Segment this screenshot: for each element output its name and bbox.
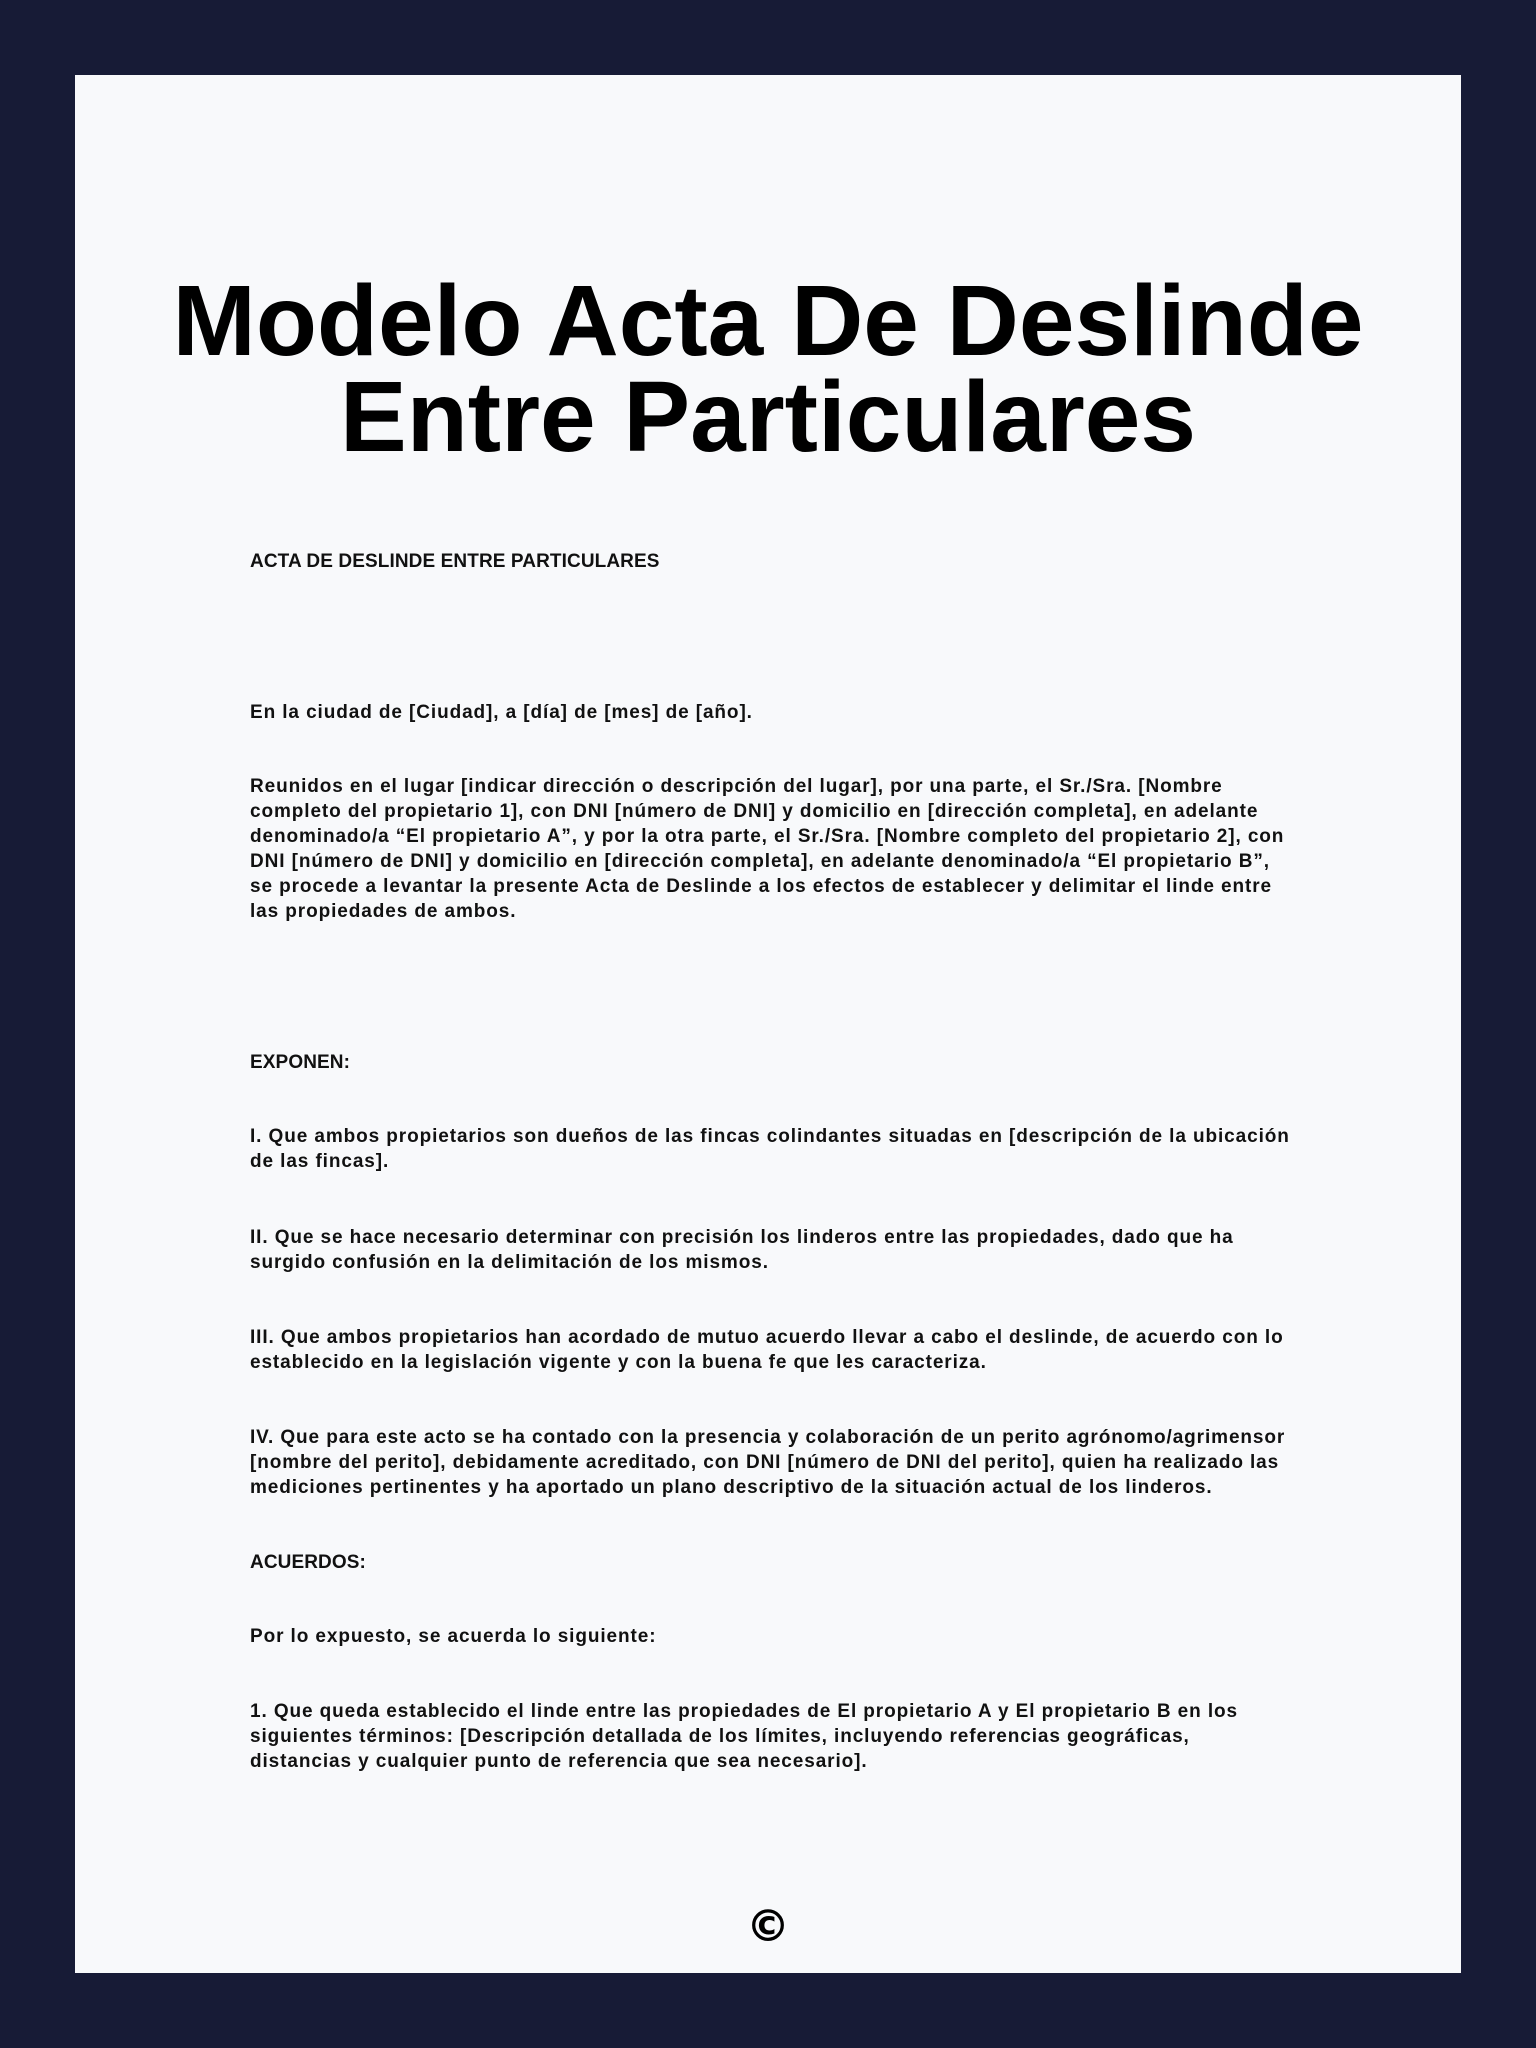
- acuerdos-item: 1. Que queda establecido el linde entre las propiedades de El propietario A y El propietario B en los siguientes términos: [Descripción detallada de los límites, incluyendo referencias geográficas, distancias y cualquier punto de referencia que sea necesario].: [250, 1701, 1238, 1772]
- acuerdos-heading: ACUERDOS:: [250, 1552, 366, 1573]
- title-line-2: Entre Particulares: [340, 361, 1196, 473]
- exponen-item: II. Que se hace necesario determinar con precisión los linderos entre las propiedades, dado que ha surgido confusión en la delimitación de los mismos.: [250, 1227, 1234, 1273]
- exponen-item: III. Que ambos propietarios han acordado de mutuo acuerdo llevar a cabo el deslinde, de acuerdo con lo establecido en la legislación vigente y con la buena fe que les caracteriza.: [250, 1327, 1284, 1373]
- acuerdos-intro: Por lo expuesto, se acuerda lo siguiente:: [250, 1626, 657, 1647]
- date-line: En la ciudad de [Ciudad], a [día] de [mes] de [año].: [250, 702, 753, 723]
- exponen-item: I. Que ambos propietarios son dueños de las fincas colindantes situadas en [descripción de la ubicación de las fincas].: [250, 1126, 1290, 1172]
- copyright-icon: ©: [746, 1901, 790, 1952]
- exponen-heading: EXPONEN:: [250, 1052, 351, 1073]
- intro-paragraph: Reunidos en el lugar [indicar dirección o descripción del lugar], por una parte, el Sr./Sra. [Nombre completo del propietario 1], con DNI [número de DNI] y domicilio en [dirección completa], en adelante denominado/a “El propietario A”, y por la otra parte, el Sr./Sra. [Nombre completo del propietario 2], con DNI [número de DNI] y domicilio en [dirección completa], en adelante denominado/a “El propietario B”, se procede a levantar la presente Acta de Deslinde a los efectos de establecer y delimitar el linde entre las propiedades de ambos.: [250, 776, 1285, 922]
- document-title: [75, 265, 1461, 473]
- act-heading: ACTA DE DESLINDE ENTRE PARTICULARES: [250, 551, 660, 572]
- exponen-item: IV. Que para este acto se ha contado con la presencia y colaboración de un perito agrónomo/agrimensor [nombre del perito], debidamente acreditado, con DNI [número de DNI del perito], quien ha realizado las mediciones pertinentes y ha aportado un plano descriptivo de la situación actual de los linderos.: [250, 1427, 1286, 1498]
- document-page: [75, 75, 1461, 1973]
- title-line-1: Modelo Acta De Deslinde: [172, 265, 1364, 377]
